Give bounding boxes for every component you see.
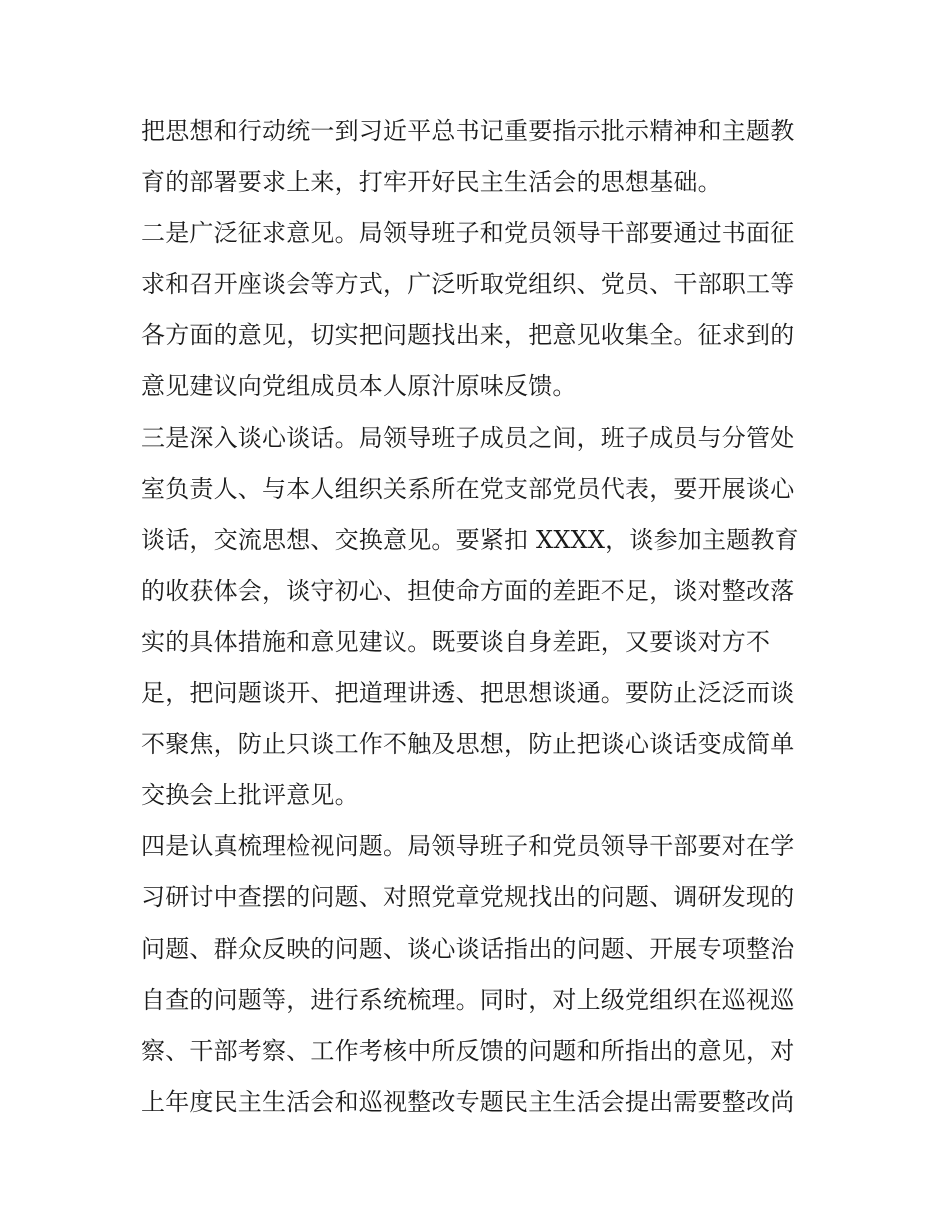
text-line: 足，把问题谈开、把道理讲透、把思想谈通。要防止泛泛而谈 (141, 679, 795, 708)
text-line: 四是认真梳理检视问题。局领导班子和党员领导干部要对在学 (141, 832, 795, 861)
text-line: 实的具体措施和意见建议。既要谈自身差距，又要谈对方不 (141, 627, 771, 656)
text-line: 三是深入谈心谈话。局领导班子成员之间，班子成员与分管处 (141, 423, 795, 452)
text-line: 室负责人、与本人组织关系所在党支部党员代表，要开展谈心 (141, 474, 795, 503)
body-text (141, 106, 813, 1128)
text-line: 不聚焦，防止只谈工作不触及思想，防止把谈心谈话变成简单 (141, 730, 795, 759)
text-line: 各方面的意见，切实把问题找出来，把意见收集全。征求到的 (141, 321, 795, 350)
text-line: 上年度民主生活会和巡视整改专题民主生活会提出需要整改尚 (141, 1087, 795, 1116)
text-line: 育的部署要求上来，打牢开好民主生活会的思想基础。 (141, 168, 722, 197)
text-line: 二是广泛征求意见。局领导班子和党员领导干部要通过书面征 (141, 219, 795, 248)
text-line: 自查的问题等，进行系统梳理。同时，对上级党组织在巡视巡 (141, 985, 795, 1014)
text-line: 察、干部考察、工作考核中所反馈的问题和所指出的意见，对 (141, 1036, 795, 1065)
text-line: 问题、群众反映的问题、谈心谈话指出的问题、开展专项整治 (141, 934, 795, 963)
text-line: 意见建议向党组成员本人原汁原味反馈。 (141, 372, 577, 401)
text-line: 把思想和行动统一到习近平总书记重要指示批示精神和主题教 (141, 117, 795, 145)
text-line: 的收获体会，谈守初心、担使命方面的差距不足，谈对整改落 (141, 576, 795, 605)
text-line: 习研讨中查摆的问题、对照党章党规找出的问题、调研发现的 (141, 883, 795, 912)
text-line: 交换会上批评意见。 (141, 781, 359, 810)
text-line: 谈话，交流思想、交换意见。要紧扣 XXXX，谈参加主题教育 (141, 525, 799, 554)
text-line: 求和召开座谈会等方式，广泛听取党组织、党员、干部职工等 (141, 270, 795, 299)
